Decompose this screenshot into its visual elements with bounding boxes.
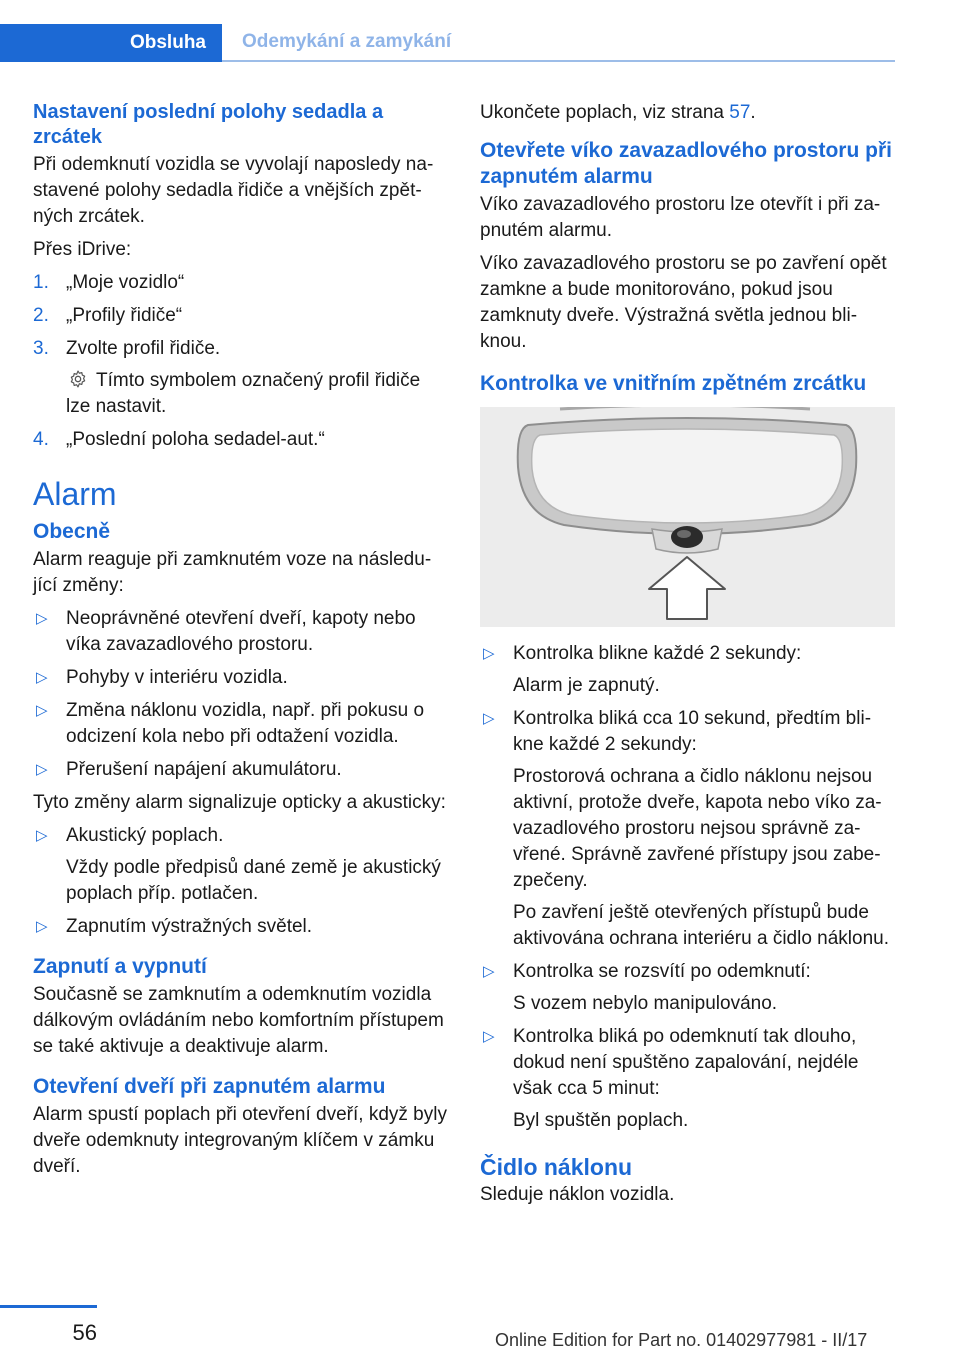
alarm-signals-list xyxy=(33,823,448,940)
heading-door-opening: Otevření dveří při zapnutém alarmu xyxy=(33,1075,386,1098)
paragraph-seat-position: Při odemknutí vozidla se vyvolají naposledy nastavené polohy sedadla řidiče a vnějších zpětných zrcátek. xyxy=(33,154,434,227)
list-item xyxy=(480,706,895,952)
footer-edition: Online Edition for Part no. 01402977981 - II/17 xyxy=(495,1330,868,1350)
list-item-text: Kontrolka bliká cca 10 sekund, předtím blikne každé 2 sekundy: xyxy=(513,708,872,755)
triangle-bullet-icon: ▷ xyxy=(483,710,495,727)
list-item xyxy=(480,1024,895,1134)
list-item xyxy=(480,959,895,1017)
heading-general: Obecně xyxy=(33,520,111,543)
list-item xyxy=(33,665,448,691)
step-item xyxy=(33,270,448,296)
list-item xyxy=(33,823,448,907)
triangle-bullet-icon: ▷ xyxy=(36,827,48,844)
step-item xyxy=(33,336,448,420)
triangle-bullet-icon: ▷ xyxy=(36,702,48,719)
gear-note: Tímto symbolem označený profil řidiče lze nastavit. xyxy=(66,370,421,417)
list-item-text: Pohyby v interiéru vozidla. xyxy=(66,667,288,688)
list-item-subtext: Byl spuštěn poplach. xyxy=(513,1110,689,1131)
end-alarm-period: . xyxy=(750,102,756,123)
heading-alarm: Alarm xyxy=(33,476,117,512)
list-item-subtext: Alarm je zapnutý. xyxy=(513,675,660,696)
heading-tilt-sensor: Čidlo náklonu xyxy=(480,1154,633,1180)
idrive-steps xyxy=(33,270,448,453)
right-column xyxy=(480,100,895,1215)
paragraph-tilt-sensor: Sleduje náklon vozidla. xyxy=(480,1184,675,1205)
section-tab: Obsluha xyxy=(0,24,222,62)
heading-on-off: Zapnutí a vypnutí xyxy=(33,955,207,978)
list-item-text: Kontrolka se rozsvítí po odemknutí: xyxy=(513,961,811,982)
heading-trunk: Otevřete víko zavazadlového prostoru při zapnutém alarmu xyxy=(480,139,892,188)
list-item xyxy=(33,914,448,940)
paragraph-end-alarm xyxy=(480,100,895,126)
triangle-bullet-icon: ▷ xyxy=(483,1028,495,1045)
list-item-text: Kontrolka blikne každé 2 sekundy: xyxy=(513,643,802,664)
triangle-bullet-icon: ▷ xyxy=(36,610,48,627)
rearview-mirror-illustration xyxy=(480,407,895,627)
heading-seat-position: Nastavení poslední polohy sedadla a zrcátek xyxy=(33,101,384,148)
list-item-text: Akustický poplach. xyxy=(66,825,224,846)
paragraph-general: Alarm reaguje při zamknutém voze na následující změny: xyxy=(33,549,432,596)
header-divider xyxy=(222,60,895,62)
list-item-text: Zapnutím výstražných světel. xyxy=(66,916,313,937)
list-item-text: Změna náklonu vozidla, např. při pokusu o odcizení kola nebo při odtažení vozidla. xyxy=(66,700,425,747)
paragraph-signal: Tyto změny alarm signalizuje opticky a akusticky: xyxy=(33,792,446,813)
step-text: „Poslední poloha sedadel-aut.“ xyxy=(66,429,325,450)
step-subtext xyxy=(66,368,448,420)
lamp-states-list xyxy=(480,641,895,1134)
gear-icon xyxy=(68,369,88,389)
page-header xyxy=(0,0,895,62)
alarm-changes-list xyxy=(33,606,448,783)
paragraph-door-opening: Alarm spustí poplach při otevření dveří, když byly dveře odemknuty integrovaným klíčem v zámku dveří. xyxy=(33,1104,447,1177)
step-item xyxy=(33,427,448,453)
list-item-subtext: Vždy podle předpisů dané země je akustický poplach příp. potlačen. xyxy=(66,857,441,904)
triangle-bullet-icon: ▷ xyxy=(36,761,48,778)
triangle-bullet-icon: ▷ xyxy=(483,963,495,980)
list-item-subtext: Prostorová ochrana a čidlo náklonu nejsou aktivní, protože dveře, kapota nebo víko zavazadlového prostoru nejsou správně zavřené. Správně zavřené přístupy jsou zabezpečeny. xyxy=(513,766,882,891)
list-item xyxy=(33,606,448,658)
paragraph-on-off: Současně se zamknutím a odemknutím vozidla dálkovým ovládáním nebo komfortním přístupem se také aktivuje a deaktivuje alarm. xyxy=(33,984,444,1057)
triangle-bullet-icon: ▷ xyxy=(36,918,48,935)
left-column xyxy=(33,100,448,1187)
paragraph-trunk-2: Víko zavazadlového prostoru se po zavření opět zamkne a bude monitorováno, pokud jsou zamknuty dveře. Výstražná světla jednou bliknou. xyxy=(480,253,887,352)
page-reference-link[interactable]: 57 xyxy=(729,102,751,123)
list-item xyxy=(33,757,448,783)
step-number: 2. xyxy=(33,305,49,326)
heading-mirror-lamp: Kontrolka ve vnitřním zpětném zrcátku xyxy=(480,372,867,395)
step-text: Zvolte profil řidiče. xyxy=(66,338,221,359)
list-item xyxy=(480,641,895,699)
list-item-text: Neoprávněné otevření dveří, kapoty nebo víka zavazadlového prostoru. xyxy=(66,608,416,655)
triangle-bullet-icon: ▷ xyxy=(36,669,48,686)
list-item-subtext: S vozem nebylo manipulováno. xyxy=(513,993,778,1014)
footer-divider xyxy=(0,1305,97,1308)
page-number: 56 xyxy=(72,1320,97,1345)
step-number: 3. xyxy=(33,338,49,359)
step-text: „Moje vozidlo“ xyxy=(66,272,185,293)
list-item-text: Kontrolka bliká po odemknutí tak dlouho, dokud není spuštěno zapalování, nejdéle však cca 5 minut: xyxy=(513,1026,859,1099)
step-text: „Profily řidiče“ xyxy=(66,305,183,326)
end-alarm-text: Ukončete poplach, viz strana xyxy=(480,102,730,123)
paragraph-trunk-1: Víko zavazadlového prostoru lze otevřít i při zapnutém alarmu. xyxy=(480,194,881,241)
list-item xyxy=(33,698,448,750)
step-number: 1. xyxy=(33,272,49,293)
chapter-tab: Odemykání a zamykání xyxy=(242,31,452,52)
list-item-subtext: Po zavření ještě otevřených přístupů bude aktivována ochrana interiéru a čidlo náklonu. xyxy=(513,902,890,949)
list-item-text: Přerušení napájení akumulátoru. xyxy=(66,759,342,780)
triangle-bullet-icon: ▷ xyxy=(483,645,495,662)
step-number: 4. xyxy=(33,429,49,450)
paragraph-idrive: Přes iDrive: xyxy=(33,239,132,260)
step-item xyxy=(33,303,448,329)
